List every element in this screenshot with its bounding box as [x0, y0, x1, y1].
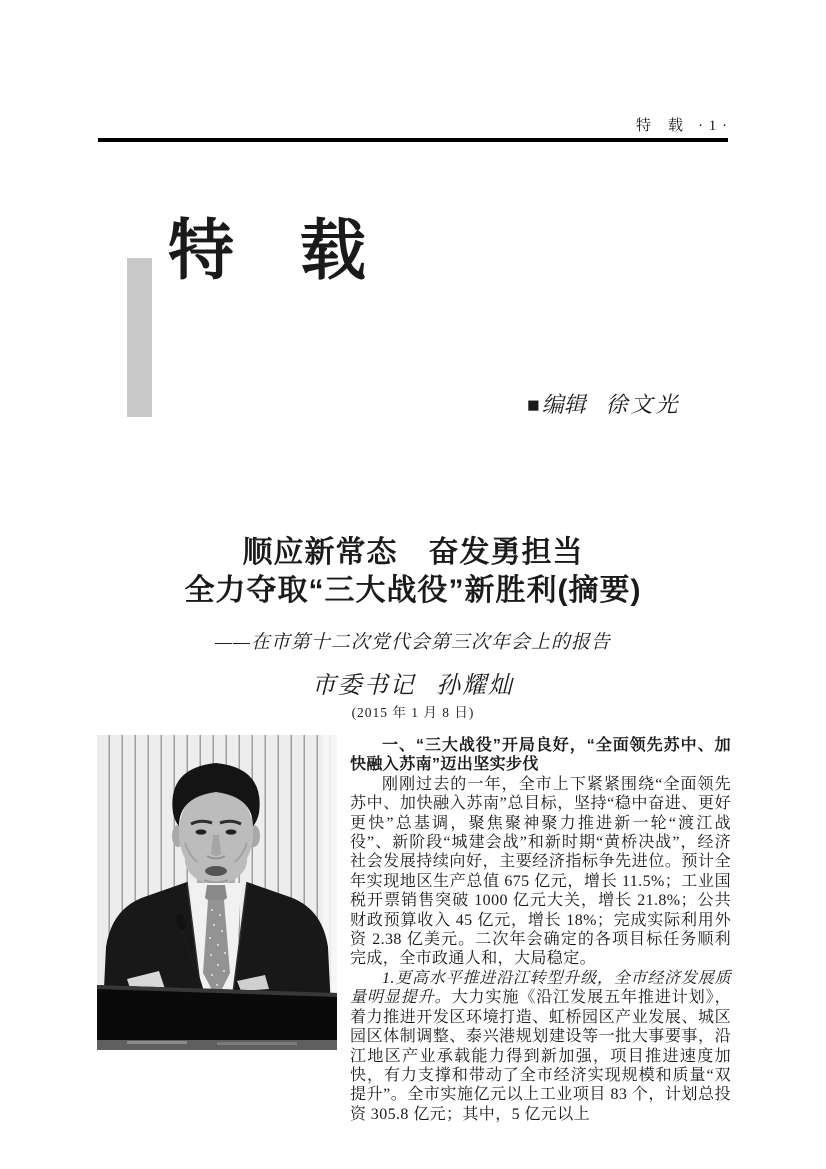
body-section-heading: 一、“三大战役”开局良好，“全面领先苏中、加快融入苏南”迈出坚实步伐: [350, 737, 731, 774]
body-column: [350, 736, 731, 1124]
editor-label: 编辑: [541, 392, 586, 417]
section-title: 特 载: [168, 215, 366, 288]
running-head-section: 特 载: [635, 118, 684, 134]
editor-name: 徐文光: [605, 392, 681, 417]
article-title: [96, 534, 730, 610]
article-title-line2: 全力夺取“三大战役”新胜利(摘要): [184, 574, 642, 607]
paragraph-2-lead: 1.更高水平推进沿江转型升级，全市经济发展质量明显提升。: [350, 969, 731, 1007]
article-subtitle: ——在市第十二次党代会第三次年会上的报告: [215, 632, 611, 653]
header-rule: [98, 138, 728, 142]
editor-line: [527, 388, 681, 419]
body-paragraph-2: [350, 969, 731, 1124]
byline-name: 孙耀灿: [436, 673, 515, 699]
running-head-page-number: · 1 ·: [698, 118, 728, 134]
paragraph-2-rest: 大力实施《沿江发展五年推进计划》，着力推进开发区环境打造、虹桥园区产业发展、城区园区体制调整、泰兴港规划建设等一批大事要事，沿江地区产业承载能力得到新加强，项目推进速度加快，有力支撑和带动了全市经济实现规模和质量“双提升”。全市实施亿元以上工业项目 83 个，计划总投资 305.8 亿元；其中，5 亿元以上: [350, 989, 731, 1123]
article-byline: [96, 665, 730, 700]
body-paragraph-1: 刚刚过去的一年，全市上下紧紧围绕“全面领先苏中、加快融入苏南”总目标，坚持“稳中奋进、更好更快”总基调，聚焦聚神聚力推进新一轮“渡江战役”、新阶段“城建会战”和新时期“黄桥决战”，经济社会发展持续向好，主要经济指标争先进位。预计全年实现地区生产总值 675 亿元，增长 11.5%；工业国税开票销售突破 1000 亿元大关，增长 21.8%；公共财政预算收入 45 亿元，增长 18%；完成实际利用外资 2.38 亿美元。二次年会确定的各项目标任务顺利完成，全市政通人和，大局稳定。: [350, 775, 731, 968]
running-head: [98, 114, 728, 135]
speaker-photo: [97, 735, 337, 1050]
byline-role: 市委书记: [311, 673, 416, 699]
article-date: (2015 年 1 月 8 日): [351, 705, 475, 720]
square-marker-icon: ■: [527, 393, 540, 417]
article-title-line1: 顺应新常态 奋发勇担当: [242, 536, 584, 569]
speaker-photo-illustration: [97, 735, 337, 1050]
section-title-bar: [127, 258, 152, 417]
